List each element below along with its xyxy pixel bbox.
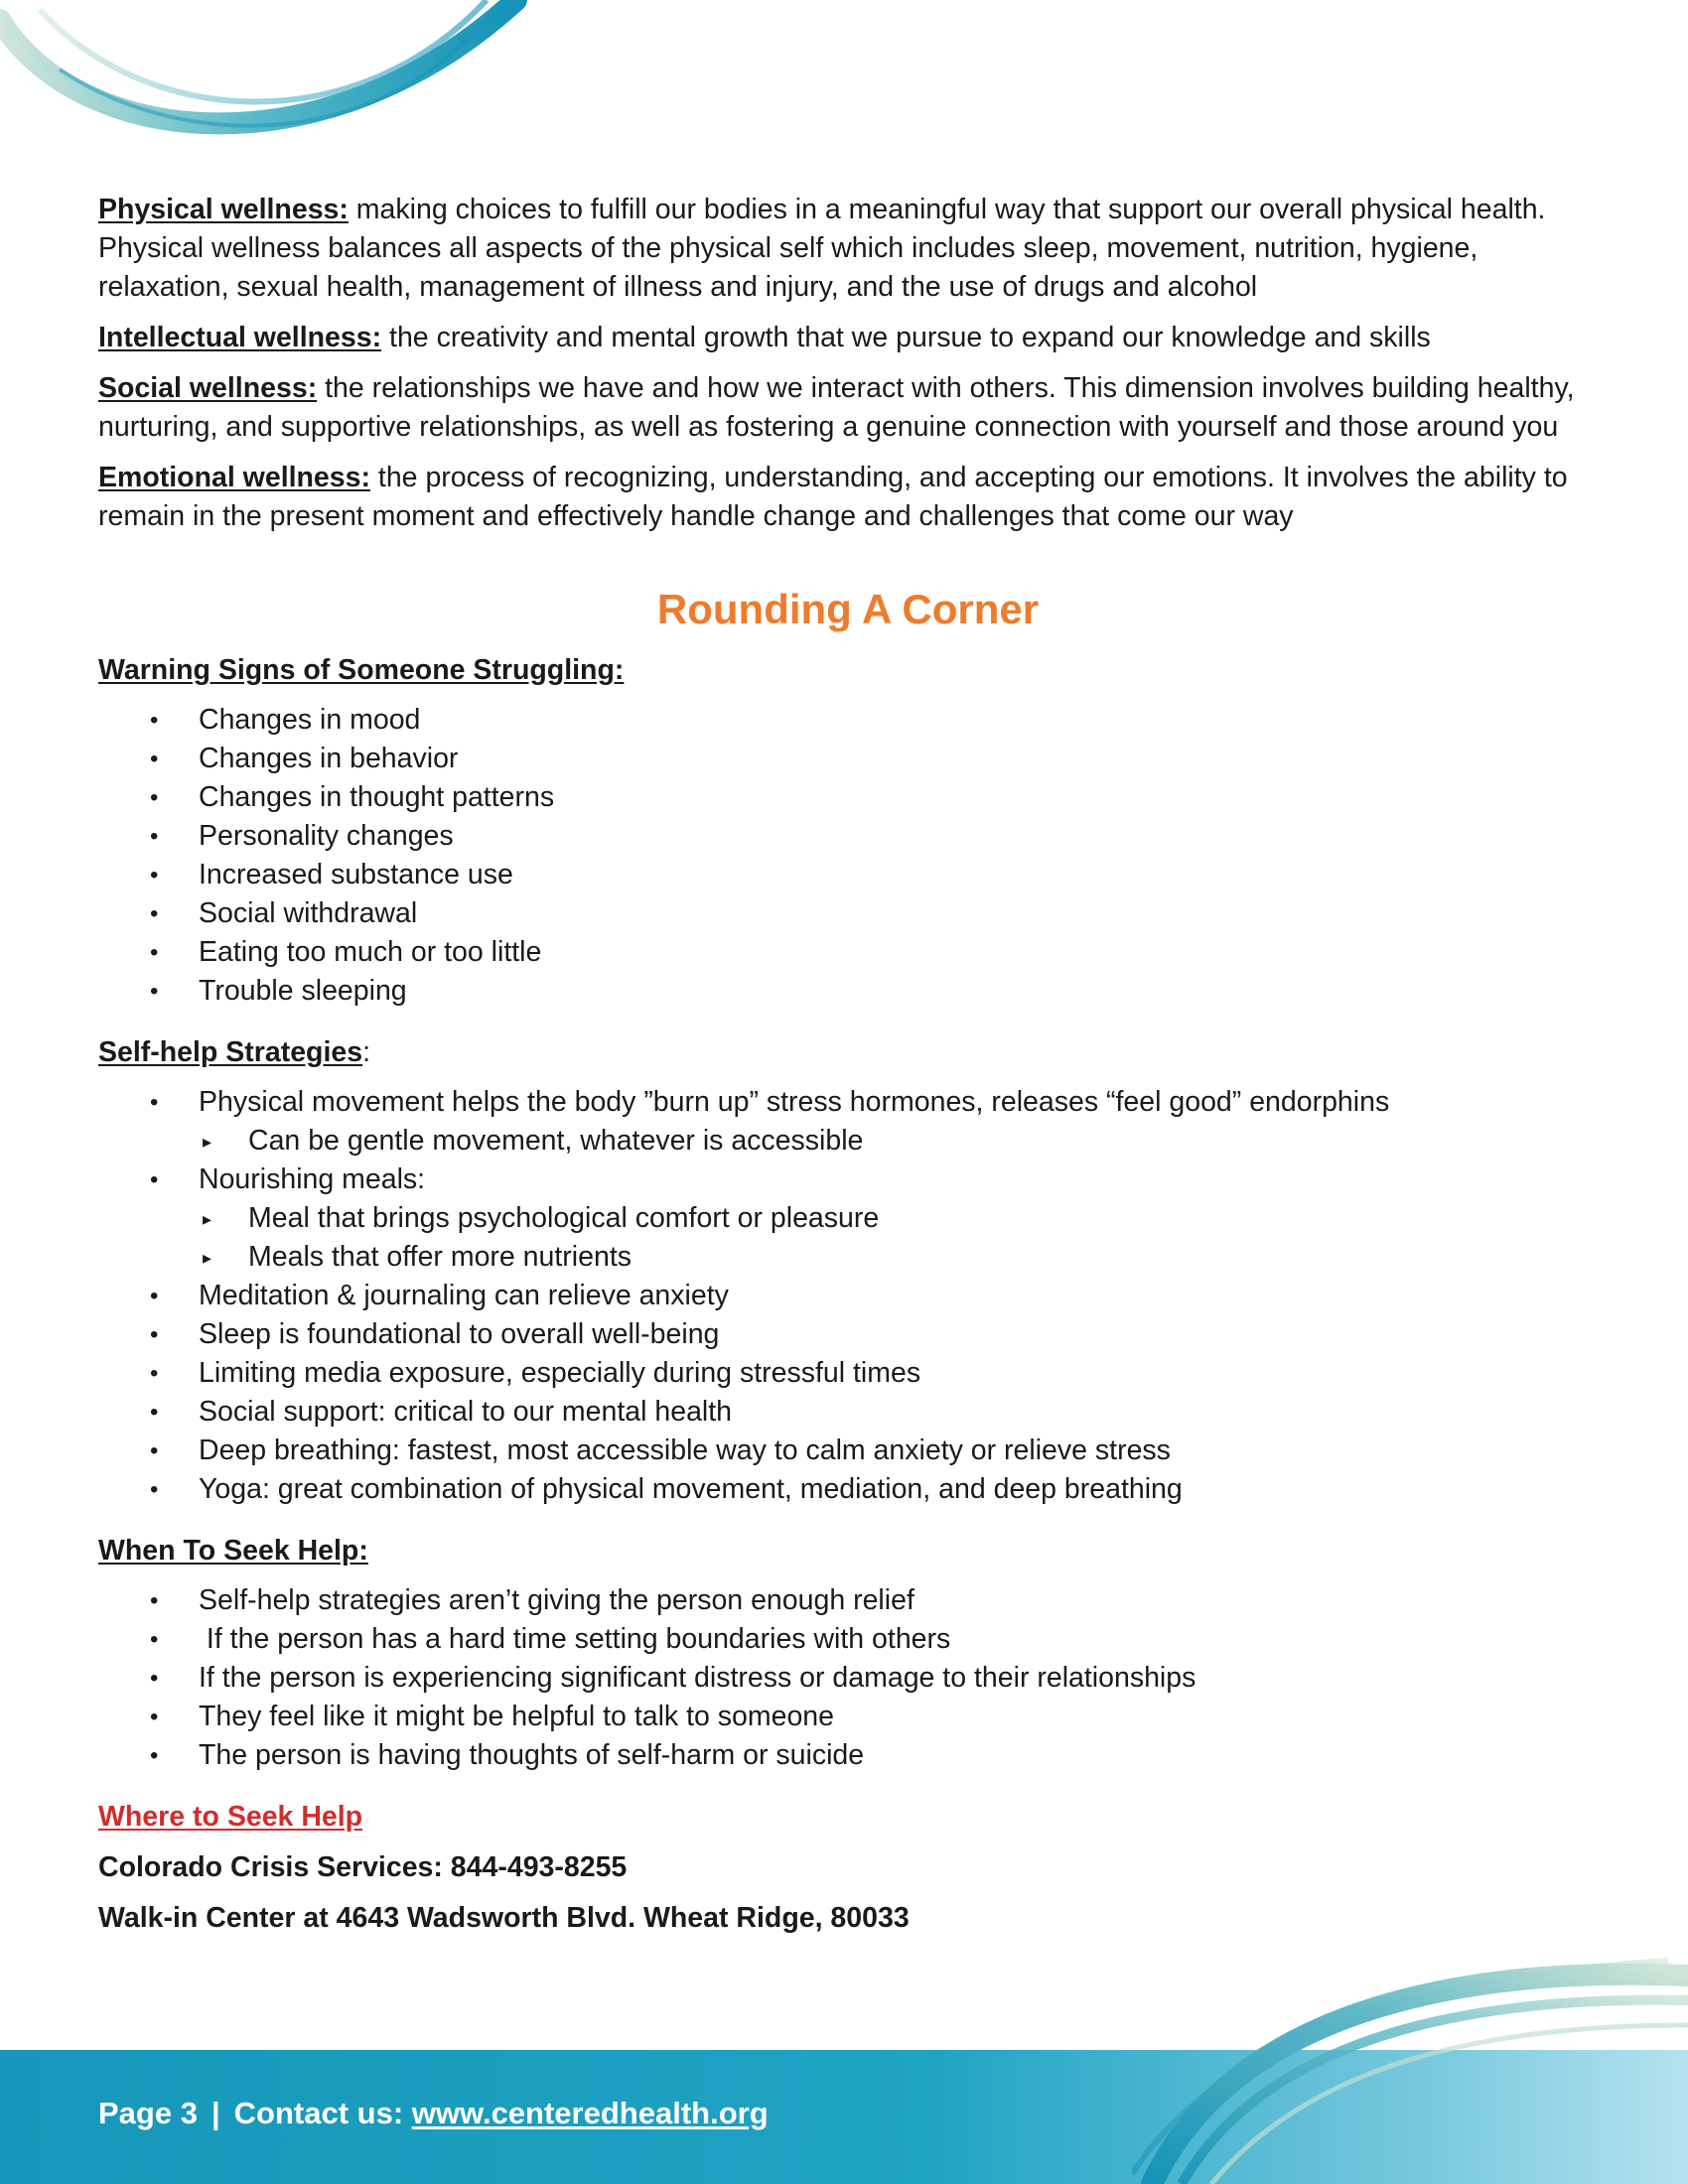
bullet-icon: • — [150, 1476, 159, 1503]
list-item: • Social support: critical to our mental health — [98, 1393, 1598, 1432]
bullet-icon: • — [150, 1626, 159, 1653]
sub-list-item: ▸ Meals that offer more nutrients — [98, 1238, 1598, 1277]
bullet-icon: • — [150, 939, 159, 966]
list-item: • Changes in mood — [98, 701, 1598, 740]
definition-physical — [98, 191, 1598, 307]
brush-swoosh-bottom — [1132, 1956, 1688, 2184]
definition-social — [98, 369, 1598, 447]
seek-help-heading: When To Seek Help: — [98, 1535, 368, 1567]
triangle-bullet-icon: ▸ — [203, 1248, 212, 1268]
definition-text: the creativity and mental growth that we pursue to expand our knowledge and skills — [381, 322, 1431, 353]
list-item: • Changes in thought patterns — [98, 778, 1598, 817]
bullet-icon: • — [150, 1321, 159, 1348]
definition-emotional — [98, 459, 1598, 536]
bullet-icon: • — [150, 1166, 159, 1193]
walk-in-center-line: Walk-in Center at 4643 Wadsworth Blvd. Wheat Ridge, 80033 — [98, 1902, 910, 1934]
page-number: Page 3 — [98, 2096, 198, 2130]
footer-text — [98, 2096, 769, 2131]
bullet-icon: • — [150, 978, 159, 1005]
warning-signs-heading: Warning Signs of Someone Struggling: — [98, 654, 625, 686]
bullet-icon: • — [150, 1742, 159, 1769]
list-item: • Social withdrawal — [98, 894, 1598, 933]
list-item: • Changes in behavior — [98, 740, 1598, 778]
definition-term: Physical wellness: — [98, 194, 349, 225]
bullet-icon: • — [150, 823, 159, 850]
list-item: • They feel like it might be helpful to talk to someone — [98, 1698, 1598, 1736]
list-item: • Eating too much or too little — [98, 933, 1598, 972]
bullet-icon: • — [150, 1360, 159, 1387]
triangle-bullet-icon: ▸ — [203, 1132, 212, 1152]
bullet-icon: • — [150, 707, 159, 734]
definition-term: Emotional wellness: — [98, 462, 370, 493]
list-item: • Self-help strategies aren’t giving the person enough relief — [98, 1581, 1598, 1620]
bullet-icon: • — [150, 1665, 159, 1692]
sub-list-item: ▸ Can be gentle movement, whatever is accessible — [98, 1122, 1598, 1160]
bullet-icon: • — [150, 1283, 159, 1309]
bullet-icon: • — [150, 1089, 159, 1116]
list-item: • Increased substance use — [98, 856, 1598, 894]
list-item: • Physical movement helps the body ”burn up” stress hormones, releases “feel good” endorphins — [98, 1083, 1598, 1122]
bullet-icon: • — [150, 1437, 159, 1464]
bullet-icon: • — [150, 746, 159, 772]
self-help-heading: Self-help Strategies: — [98, 1036, 370, 1068]
list-item: • If the person has a hard time setting boundaries with others — [98, 1620, 1598, 1659]
definition-intellectual — [98, 319, 1598, 357]
bullet-icon: • — [150, 900, 159, 927]
list-item: • Meditation & journaling can relieve anxiety — [98, 1277, 1598, 1315]
list-item: • The person is having thoughts of self-harm or suicide — [98, 1736, 1598, 1775]
definition-text: the relationships we have and how we interact with others. This dimension involves building healthy, nurturing, and supportive relationships, as well as fostering a genuine connection with yourself and those around you — [98, 372, 1575, 443]
list-item: • Trouble sleeping — [98, 972, 1598, 1011]
warning-signs-list — [98, 701, 1598, 1011]
definition-text: making choices to fulfill our bodies in a meaningful way that support our overall physical health. Physical wellness balances all aspects of the physical self which includes sleep, movement, nutrition, hygiene, relaxation, sexual health, management of illness and injury, and the use of drugs and alcohol — [98, 194, 1546, 303]
contact-label: Contact us: — [233, 2096, 404, 2130]
brush-swoosh-top — [0, 0, 556, 184]
sub-list-item: ▸ Meal that brings psychological comfort or pleasure — [98, 1199, 1598, 1238]
bullet-icon: • — [150, 862, 159, 888]
definition-term: Social wellness: — [98, 372, 318, 404]
page-content — [98, 191, 1598, 1950]
self-help-list — [98, 1083, 1598, 1509]
list-item: • Deep breathing: fastest, most accessible way to calm anxiety or relieve stress — [98, 1432, 1598, 1470]
bullet-icon: • — [150, 784, 159, 811]
definition-term: Intellectual wellness: — [98, 322, 382, 353]
bullet-icon: • — [150, 1704, 159, 1730]
crisis-services-line: Colorado Crisis Services: 844-493-8255 — [98, 1851, 628, 1883]
list-item: • Personality changes — [98, 817, 1598, 856]
list-item: • Yoga: great combination of physical movement, mediation, and deep breathing — [98, 1470, 1598, 1509]
bullet-icon: • — [150, 1399, 159, 1426]
list-item: • Sleep is foundational to overall well-being — [98, 1315, 1598, 1354]
list-item: • If the person is experiencing significant distress or damage to their relationships — [98, 1659, 1598, 1698]
footer-separator: | — [211, 2096, 220, 2130]
seek-help-list — [98, 1581, 1598, 1775]
website-link[interactable]: www.centeredhealth.org — [411, 2096, 769, 2130]
list-item: • Limiting media exposure, especially during stressful times — [98, 1354, 1598, 1393]
triangle-bullet-icon: ▸ — [203, 1209, 212, 1229]
section-title: Rounding A Corner — [656, 586, 1040, 632]
bullet-icon: • — [150, 1587, 159, 1614]
list-item: • Nourishing meals: — [98, 1160, 1598, 1199]
definition-text: the process of recognizing, understanding, and accepting our emotions. It involves the ability to remain in the present moment and effectively handle change and challenges that come our way — [98, 462, 1568, 532]
where-to-seek-help-link[interactable]: Where to Seek Help — [98, 1801, 363, 1833]
